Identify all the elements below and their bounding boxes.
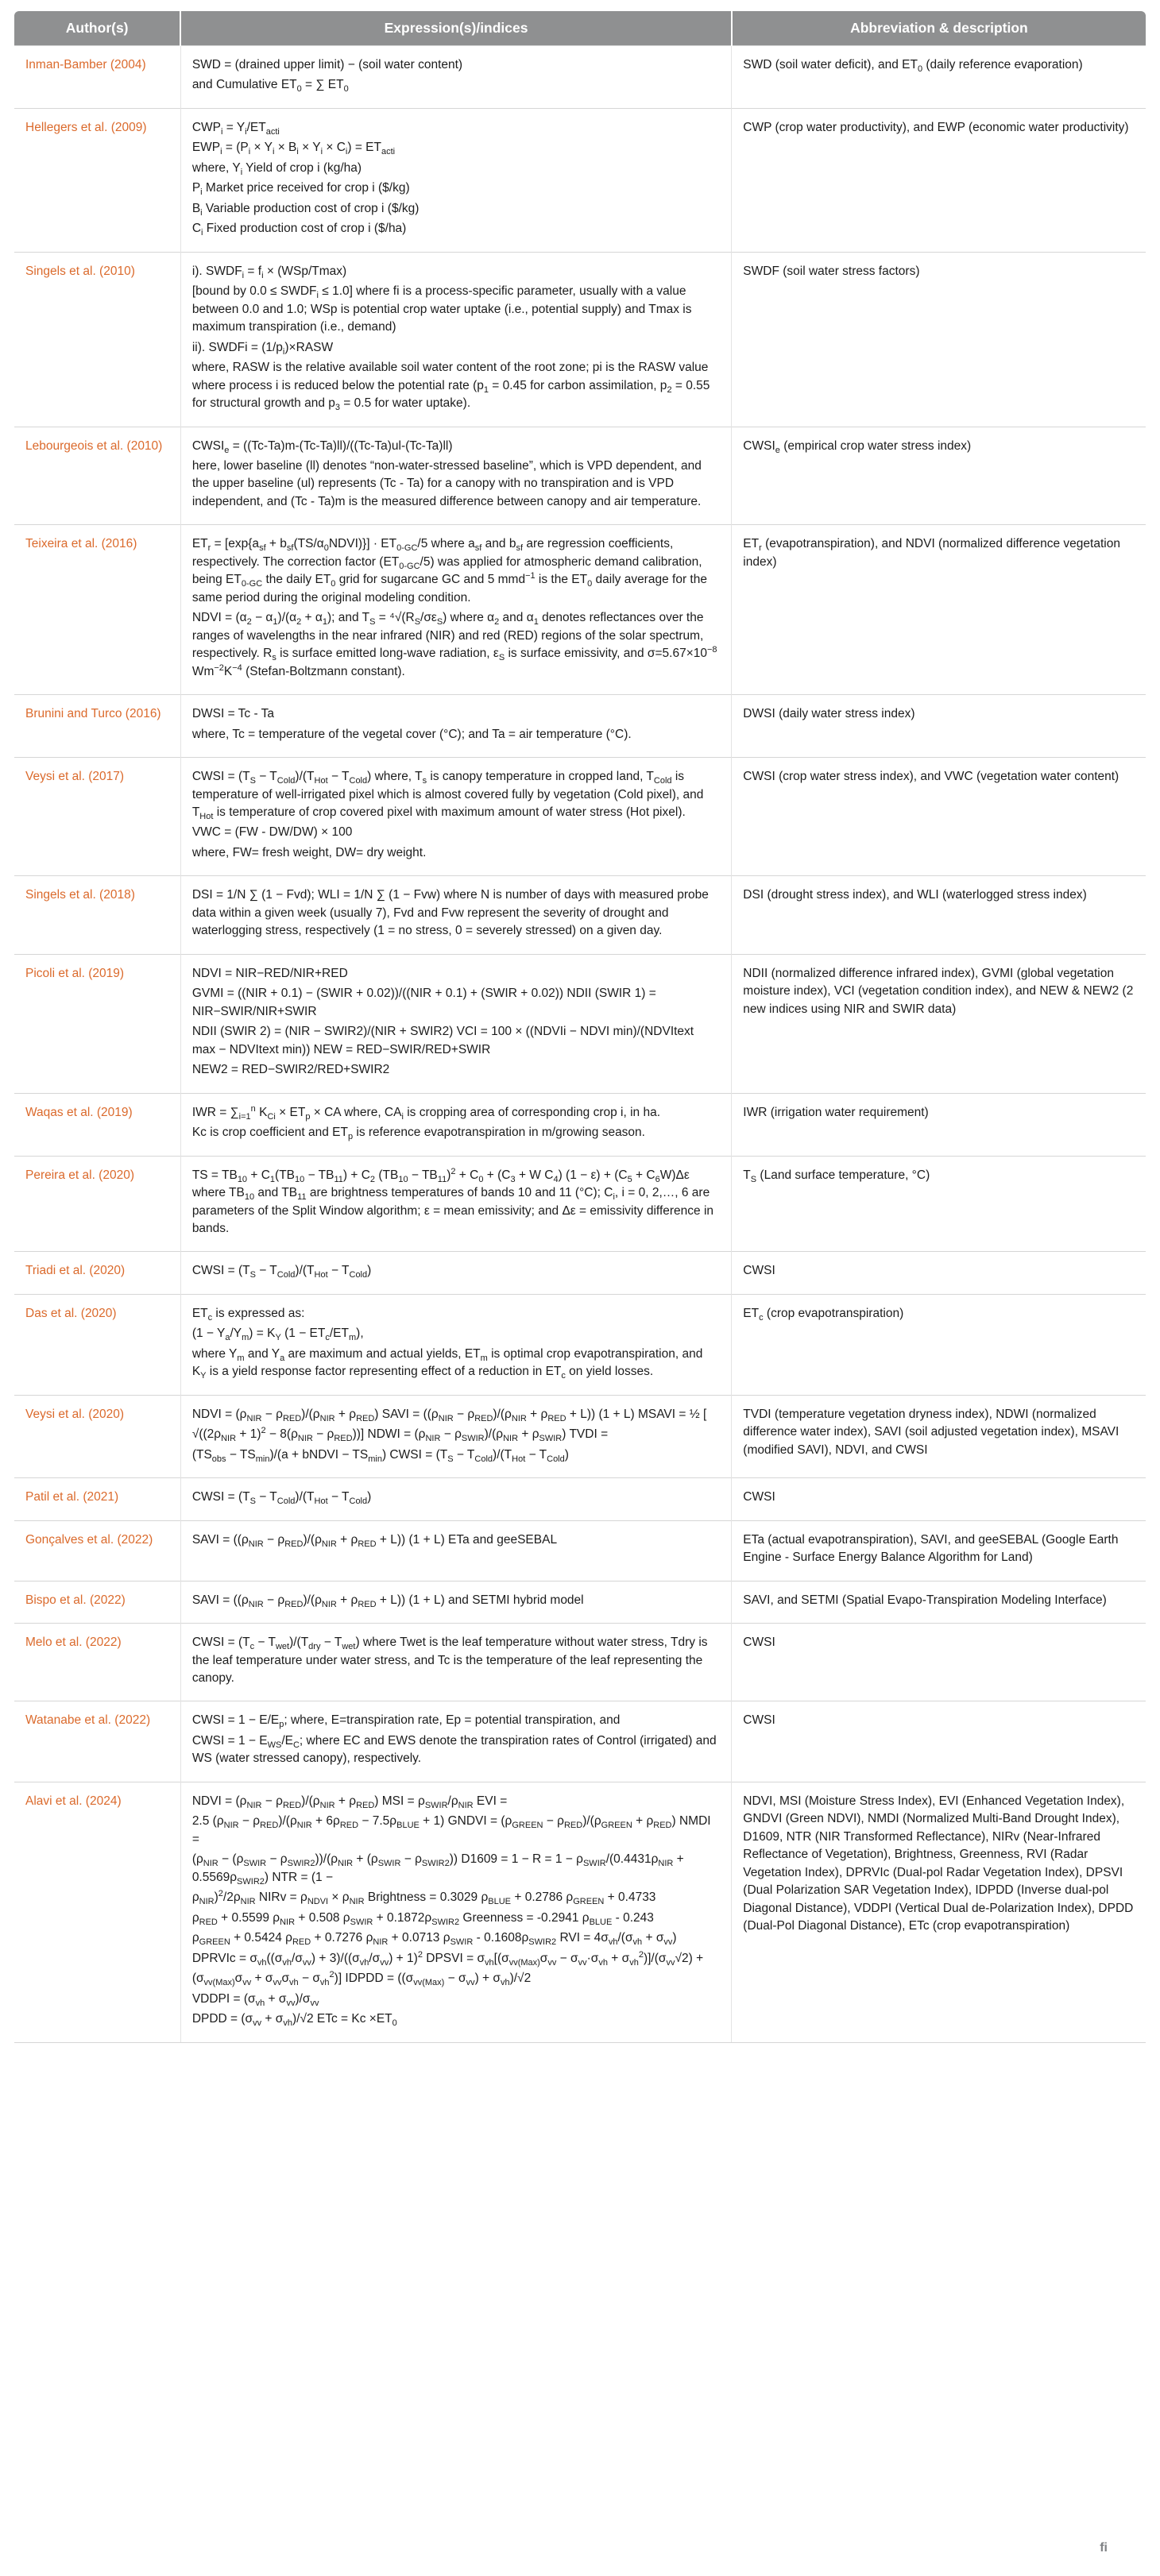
abbreviation-cell: CWSI — [732, 1252, 1146, 1294]
col-header-abbreviation: Abbreviation & description — [732, 11, 1146, 46]
table-row — [14, 954, 1146, 1093]
expression-line: IWR = $\sum_{i=1}^n$ $K_{Ci} \times ET_p$ × CA where, $CA_i$ is cropping area of corresponding crop i, in ha. — [191, 1103, 661, 1122]
expression-line: $B_i$ Variable production cost of crop i ($/kg) — [191, 201, 420, 218]
expression-line: where, Tc = temperature of the vegetal cover (°C); and Ta = air temperature (°C). — [191, 727, 632, 741]
expression-cell — [180, 46, 731, 109]
table-row — [14, 1252, 1146, 1294]
author-cell — [14, 1252, 180, 1294]
author-citation-link[interactable]: Inman-Bamber (2004) — [25, 58, 146, 71]
expression-line: where $Y_m$ and $Y_a$ are maximum and actual yields, $ET_m$ is optimal crop evapotranspiration, and $K_Y$ is a yield response factor representing effect of a reduction in $ET_c$ on yield losses. — [191, 1346, 703, 1381]
indices-table — [14, 11, 1146, 2043]
table-body — [14, 46, 1146, 2043]
expression-line: $C_i$ Fixed production cost of crop i ($/ha) — [191, 222, 407, 238]
abbreviation-cell: IWR (irrigation water requirement) — [732, 1093, 1146, 1156]
abbreviation-cell: DWSI (daily water stress index) — [732, 695, 1146, 758]
abbreviation-cell: NDII (normalized difference infrared index), GVMI (global vegetation moisture index), VCI (vegetation condition index), and NEW & NEW2 (2 new indices using NIR and SWIR data) — [732, 954, 1146, 1093]
expression-line: $ET_r = [\exp\{a_{sf}$ + $b_{sf}(TS/\alpha_0NDVI)\}] \cdot ET_{0-GC}/5$ where $a_{sf}$ and $b_{sf}$ are regression coefficients, respectively. The correction factor $(ET_{0-GC}/5)$ was applied for atmospheric demand calibration, being $ET_{0-GC}$ the daily $ET_0$ grid for sugarcane GC and 5 mmd$^{-1}$ is the $ET_0$ daily average for the same period during the original modeling condition. — [191, 537, 707, 604]
expression-cell — [180, 1093, 731, 1156]
expression-cell — [180, 108, 731, 252]
author-cell — [14, 1624, 180, 1701]
table-row — [14, 1093, 1146, 1156]
expression-line: NDVI = $(\alpha_2 - \alpha_1)/(\alpha_2 + \alpha_1)$; and $T_S = ^4√(R_S/\sigma\varepsilon_S)$ where $\alpha_2$ and $\alpha_1$ denotes reflectances over the ranges of wavelengths in the near infrared (NIR) and red (RED) regions of the solar spectrum, respectively. $R_s$ is surface emitted long-wave radiation, $\varepsilon_S$ is surface emissivity, and $\sigma=5.67\times 10^{-8}$ $Wm^{-2}K^{-4}$ (Stefan-Boltzmann constant). — [191, 611, 717, 678]
expression-line: $√((2\rho_{NIR} + 1)^2 - 8(\rho_{NIR} - \rho_{RED}))$] NDWI = $(\rho_{NIR} - \rho_{SWIR})/(\rho_{NIR} + \rho_{SWIR})$ TVDI = — [191, 1426, 609, 1444]
expression-cell — [180, 876, 731, 954]
table-row — [14, 525, 1146, 695]
abbreviation-cell: CWSI (crop water stress index), and VWC (vegetation water content) — [732, 758, 1146, 876]
expression-line: $\rho_{RED} + 0.5599$ $\rho_{NIR} + 0.508$ $\rho_{SWIR} + 0.1872\rho_{SWIR2}$ Greenness = -0.2941 $\rho_{BLUE} - 0.243$ — [191, 1910, 654, 1927]
expression-line: CWSI = $(T_c - T_{wet})/(T_{dry} - T_{wet})$ where Twet is the leaf temperature without water stress, Tdry is the leaf temperature under water stress, and Tc is the temperature of the leaf representing the canopy. — [191, 1636, 708, 1685]
author-cell — [14, 1294, 180, 1395]
author-citation-link[interactable]: Pereira et al. (2020) — [25, 1168, 134, 1182]
author-citation-link[interactable]: Teixeira et al. (2016) — [25, 537, 137, 551]
expression-line: i). $SWDF_i = f_i \times (WSp/Tmax)$ — [191, 264, 347, 280]
table-row — [14, 1701, 1146, 1782]
table-row — [14, 1294, 1146, 1395]
author-citation-link[interactable]: Brunini and Turco (2016) — [25, 707, 161, 721]
expression-line: $ET_c$ is expressed as: — [191, 1306, 305, 1323]
expression-line: SAVI = $((\rho_{NIR} - \rho_{RED})/(\rho_{NIR} + \rho_{RED} + L)) (1 + L)$ ETa and geeSEBAL — [191, 1532, 558, 1549]
expression-line: NEW2 = RED−SWIR2/RED+SWIR2 — [191, 1063, 390, 1077]
expression-line: $CWSI_e = ((Tc-Ta)m-(Tc-Ta)ll)/((Tc-Ta)ul-(Tc-Ta)ll)$ — [191, 438, 453, 455]
author-cell — [14, 1395, 180, 1477]
author-cell — [14, 46, 180, 109]
abbreviation-cell: SWDF (soil water stress factors) — [732, 252, 1146, 427]
author-cell — [14, 525, 180, 695]
expression-cell — [180, 1395, 731, 1477]
expression-line: here, lower baseline (ll) denotes “non-water-stressed baseline”, which is VPD dependent, and the upper baseline (ul) represents (Tc - Ta) for a canopy with no transpiration and is VPD independent, and (Tc - Ta)m is the measured difference between canopy and air temperature. — [191, 458, 702, 508]
author-citation-link[interactable]: Singels et al. (2010) — [25, 264, 135, 278]
author-citation-link[interactable]: Patil et al. (2021) — [25, 1490, 119, 1504]
author-cell — [14, 758, 180, 876]
expression-line: NDII (SWIR 2) = (NIR − SWIR2)/(NIR + SWIR2) VCI = 100 × ((NDVIi − NDVI min)/(NDVItext max − NDVItext min)) NEW = RED−SWIR/RED+SWIR — [191, 1025, 694, 1056]
expression-cell — [180, 1520, 731, 1581]
expression-line: $P_i$ Market price received for crop i ($/kg) — [191, 181, 410, 198]
expression-line: GVMI = ((NIR + 0.1) − (SWIR + 0.02))/((NIR + 0.1) + (SWIR + 0.02)) NDII (SWIR 1) = NIR−SWIR/NIR+SWIR — [191, 987, 656, 1018]
author-cell — [14, 1478, 180, 1520]
expression-cell — [180, 252, 731, 427]
expression-line: $\rho_{NIR})^2/2\rho_{NIR}$ NIRv = $\rho_{NDVI} \times \rho_{NIR}$ Brightness = 0.3029 $\rho_{BLUE} + 0.2786$ $\rho_{GREEN} + 0.4733$ — [191, 1889, 656, 1907]
author-cell — [14, 876, 180, 954]
abbreviation-cell: $ET_c$ (crop evapotranspiration) — [732, 1294, 1146, 1395]
expression-line: where, RASW is the relative available soil water content of the root zone; pi is the RASW value where process i is reduced below the potential rate ($p_1 = 0.45$ for carbon assimilation, $p_2 = 0.55$ for structural growth and $p_3 = 0.5$ for water uptake). — [191, 361, 710, 413]
expression-line: TS = $TB_{10} + C_1(TB_{10} - TB_{11}) + C_2$ $(TB_{10} - TB_{11})^2 + C_0 + (C_3 + W$ $C_4$) $(1 - \varepsilon) + (C_5 + C_6W)\Delta\varepsilon$ where $TB_{10}$ and $TB_{11}$ are brightness temperatures of bands 10 and 11 (°C); $C_i$, i = 0, 2,…, 6 are parameters of the Split Window algorithm; ε = mean emissivity; and Δε = emissivity difference in bands. — [191, 1166, 714, 1235]
expression-line: $(\sigma_{vv(Max)}\sigma_{vv} + \sigma_{vv}\sigma_{vh} - \sigma_{vh}^2)$] IDPDD = $((\sigma_{vv(Max)} - \sigma_{vv}) + \sigma_{vh})/√2$ — [191, 1969, 532, 1988]
expression-line: SAVI = $((\rho_{NIR} - \rho_{RED})/(\rho_{NIR} + \rho_{RED} + L)) (1 + L)$ and SETMI hybrid model — [191, 1593, 584, 1609]
author-cell — [14, 252, 180, 427]
expression-line: ii). SWDFi = $(1/p_i)\times RASW$ — [191, 340, 334, 357]
expression-cell — [180, 758, 731, 876]
expression-line: $\rho_{GREEN} + 0.5424$ $\rho_{RED} + 0.7276$ $\rho_{NIR} + 0.0713$ $\rho_{SWIR} - 0.1608\rho_{SWIR2}$ RVI = $4\sigma_{vh}/(\sigma_{vh} + \sigma_{vv})$ — [191, 1931, 677, 1948]
expression-line: $(1 - Y_a/Y_m) = K_Y$ $(1 - ET_c/ET_m)$, — [191, 1327, 364, 1343]
expression-line: CWSI = $(T_S - T_{Cold})/(T_{Hot} - T_{Cold})$ where, $T_s$ is canopy temperature in cropped land, $T_{Cold}$ is temperature of well-irrigated pixel which is almost covered fully by vegetation (Cold pixel), and $T_{Hot}$ is temperature of crop covered pixel with maximum amount of water stress (Hot pixel). — [191, 770, 704, 822]
col-header-expressions: Expression(s)/indices — [180, 11, 731, 46]
expression-line: CWSI = $1 - E_{WS}/E_C$; where EC and EWS denote the transpiration rates of Control (irrigated) and WS (water stressed canopy), respectively. — [191, 1733, 717, 1766]
expression-line: VWC = (FW - DW/DW) × 100 — [191, 825, 353, 840]
expression-line: CWSI = $(T_S - T_{Cold})/(T_{Hot} - T_{Cold})$ — [191, 1264, 372, 1280]
abbreviation-cell: SAVI, and SETMI (Spatial Evapo-Transpiration Modeling Interface) — [732, 1581, 1146, 1623]
expression-cell — [180, 1252, 731, 1294]
expression-line: [bound by $0.0 \le SWDF_i \le 1.0$] where fi is a process-specific parameter, usually with a value between 0.0 and 1.0; WSp is potential crop water uptake (i.e., potential supply) and Tmax is maximum transpiration (i.e., demand) — [191, 284, 692, 334]
expression-line: where, FW= fresh weight, DW= dry weight. — [191, 845, 427, 859]
author-citation-link[interactable]: Bispo et al. (2022) — [25, 1593, 126, 1607]
expression-cell — [180, 1156, 731, 1252]
expression-line: 2.5 $(\rho_{NIR} - \rho_{RED})/(\rho_{NIR} + 6\rho_{RED} - 7.5\rho_{BLUE} + 1)$ GNDVI = $(\rho_{GREEN} - \rho_{RED})/(\rho_{GREEN} + \rho_{RED})$ NMDI = — [191, 1814, 711, 1846]
abbreviation-cell: $CWSI_e$ (empirical crop water stress index) — [732, 427, 1146, 525]
author-citation-link[interactable]: Melo et al. (2022) — [25, 1636, 122, 1650]
author-citation-link[interactable]: Veysi et al. (2020) — [25, 1407, 125, 1421]
author-cell — [14, 954, 180, 1093]
table-row — [14, 758, 1146, 876]
abbreviation-cell: CWSI — [732, 1624, 1146, 1701]
abbreviation-cell: $ET_r$ (evapotranspiration), and NDVI (normalized difference vegetation index) — [732, 525, 1146, 695]
expression-line: VDDPI = $(\sigma_{vh} + \sigma_{vv})/\sigma_{vv}$ — [191, 1991, 319, 2008]
expression-line: NDVI = NIR−RED/NIR+RED — [191, 966, 348, 980]
abbreviation-cell: ETa (actual evapotranspiration), SAVI, and geeSEBAL (Google Earth Engine - Surface Energy Balance Algorithm for Land) — [732, 1520, 1146, 1581]
table-row — [14, 1782, 1146, 2042]
table-row — [14, 1478, 1146, 1520]
table-row — [14, 1581, 1146, 1623]
expression-line: CWSI = $(T_S - T_{Cold})/(T_{Hot} - T_{Cold})$ — [191, 1490, 372, 1507]
expression-cell — [180, 695, 731, 758]
abbreviation-cell: DSI (drought stress index), and WLI (waterlogged stress index) — [732, 876, 1146, 954]
expression-line: NDVI = $(\rho_{NIR} - \rho_{RED})/(\rho_{NIR} + \rho_{RED})$ MSI = $\rho_{SWIR}/\rho_{NIR}$ EVI = — [191, 1794, 508, 1810]
abbreviation-cell: SWD (soil water deficit), and $ET_0$ (daily reference evaporation) — [732, 46, 1146, 109]
expression-line: and Cumulative $ET_0$ = ∑ $ET_0$ — [191, 78, 349, 95]
expression-cell — [180, 1782, 731, 2042]
expression-cell — [180, 1478, 731, 1520]
author-citation-link[interactable]: Veysi et al. (2017) — [25, 770, 125, 784]
expression-cell — [180, 1581, 731, 1623]
table-row — [14, 1520, 1146, 1581]
author-citation-link[interactable]: Lebourgeois et al. (2010) — [25, 438, 163, 453]
author-citation-link[interactable]: Hellegers et al. (2009) — [25, 120, 147, 134]
expression-line: DWSI = Tc - Ta — [191, 707, 275, 721]
expression-cell — [180, 525, 731, 695]
author-citation-link[interactable]: Singels et al. (2018) — [25, 888, 135, 902]
expression-line: DPRVIc = $\sigma_{vh}((\sigma_{vh}/\sigma_{vv}) + 3)/((\sigma_{vh}/\sigma_{vv}) + 1)^2$ DPSVI = $\sigma_{vh}[(\sigma_{vv(Max)}\sigma_{vv} - \sigma_{vv}\cdot\sigma_{vh} + \sigma_{vh}^2)]/(\sigma_{vv}√2)$ + — [191, 1949, 704, 1968]
expression-cell — [180, 1701, 731, 1782]
author-citation-link[interactable]: Gonçalves et al. (2022) — [25, 1532, 153, 1547]
footer-logo-fragment: fi — [1100, 2541, 1108, 2555]
table-header-row — [14, 11, 1146, 46]
expression-line: DPDD = $(\sigma_{vv} + \sigma_{vh})/√2$ ETc = $Kc \times ET_0$ — [191, 2012, 397, 2029]
expression-cell — [180, 1624, 731, 1701]
expression-cell — [180, 1294, 731, 1395]
col-header-authors: Author(s) — [14, 11, 180, 46]
author-cell — [14, 1156, 180, 1252]
author-cell — [14, 1701, 180, 1782]
table-row — [14, 876, 1146, 954]
author-cell — [14, 108, 180, 252]
expression-line: $(\rho_{NIR} - (\rho_{SWIR} - \rho_{SWIR2}))/(\rho_{NIR} + (\rho_{SWIR} - \rho_{SWIR2})) D1609 = 1 - R = 1 - \rho_{SWIR}/(0.4431\rho_{NIR} + 0.5569\rho_{SWIR2})$ NTR = (1 − — [191, 1852, 684, 1887]
author-cell — [14, 1581, 180, 1623]
table-row — [14, 108, 1146, 252]
table-row — [14, 1395, 1146, 1477]
table-row — [14, 252, 1146, 427]
author-cell — [14, 1782, 180, 2042]
abbreviation-cell: $T_S$ (Land surface temperature, °C) — [732, 1156, 1146, 1252]
expression-line: NDVI = $(\rho_{NIR} - \rho_{RED})/(\rho_{NIR} + \rho_{RED})$ SAVI = $((\rho_{NIR} - \rho_{RED})/(\rho_{NIR} + \rho_{RED} + L)) (1 + L)$ MSAVI = ½ [ — [191, 1407, 707, 1423]
expression-line: $CWP_i = Y_i/ET_{acti}$ — [191, 120, 280, 137]
expression-line: where, $Y_i$ Yield of crop i (kg/ha) — [191, 160, 362, 177]
table-row — [14, 46, 1146, 109]
author-cell — [14, 427, 180, 525]
expression-line: DSI = 1/N ∑ (1 − Fvd); WLI = 1/N ∑ (1 − Fvw) where N is number of days with measured probe data within a given week (usually 7), Fvd and Fvw represent the severity of drought and waterlogging stress, respectively (1 = no stress, 0 = severely stressed) on a given day. — [191, 888, 709, 938]
abbreviation-cell: TVDI (temperature vegetation dryness index), NDWI (normalized difference water index), SAVI (soil adjusted vegetation index), MSAVI (modified SAVI), NDVI, and CWSI — [732, 1395, 1146, 1477]
author-cell — [14, 1093, 180, 1156]
table-row — [14, 427, 1146, 525]
expression-line: Kc is crop coefficient and $ET_p$ is reference evapotranspiration in m/growing season. — [191, 1126, 645, 1142]
author-citation-link[interactable]: Das et al. (2020) — [25, 1306, 117, 1320]
author-cell — [14, 695, 180, 758]
abbreviation-cell: NDVI, MSI (Moisture Stress Index), EVI (Enhanced Vegetation Index), GNDVI (Green NDVI), NMDI (Normalized Multi-Band Drought Index), D1609, NTR (NIR Transformed Reflectance), NIRv (Near-Infrared Reflectance of Vegetation), Brightness, Greenness, RVI (Radar Vegetation Index), DPRVIc (Dual-pol Radar Vegetation Index), DPSVI (Dual Polarization SAR Vegetation Index), IDPDD (Inverse dual-pol Diagonal Distance), VDDPI (Vertical Dual de-Polarization Index), DPDD (Dual-Pol Diagonal Distance), ETc (crop evapotranspiration) — [732, 1782, 1146, 2042]
author-citation-link[interactable]: Alavi et al. (2024) — [25, 1794, 122, 1808]
author-citation-link[interactable]: Triadi et al. (2020) — [25, 1264, 126, 1278]
expression-line: $(TS_{obs} - TS_{min})/(a$ + bNDVI − $TS_{min}$) CWSI = $(T_S - T_{Cold})/(T_{Hot} - T_{Cold})$ — [191, 1447, 569, 1464]
expression-cell — [180, 954, 731, 1093]
expression-cell — [180, 427, 731, 525]
table-row — [14, 1624, 1146, 1701]
author-citation-link[interactable]: Waqas et al. (2019) — [25, 1105, 133, 1119]
abbreviation-cell: CWSI — [732, 1478, 1146, 1520]
expression-line: CWSI = $1 - E/E_p$; where, E=transpiration rate, Ep = potential transpiration, and — [191, 1713, 621, 1730]
table-row — [14, 1156, 1146, 1252]
abbreviation-cell: CWP (crop water productivity), and EWP (economic water productivity) — [732, 108, 1146, 252]
expression-line: $EWP_i = (P_i \times Y_i \times B_i \times Y_i \times C_i) = ET_{acti}$ — [191, 141, 396, 157]
expression-line: SWD = (drained upper limit) − (soil water content) — [191, 58, 463, 71]
author-citation-link[interactable]: Picoli et al. (2019) — [25, 966, 125, 980]
abbreviation-cell: CWSI — [732, 1701, 1146, 1782]
author-citation-link[interactable]: Watanabe et al. (2022) — [25, 1713, 151, 1728]
author-cell — [14, 1520, 180, 1581]
table-row — [14, 695, 1146, 758]
